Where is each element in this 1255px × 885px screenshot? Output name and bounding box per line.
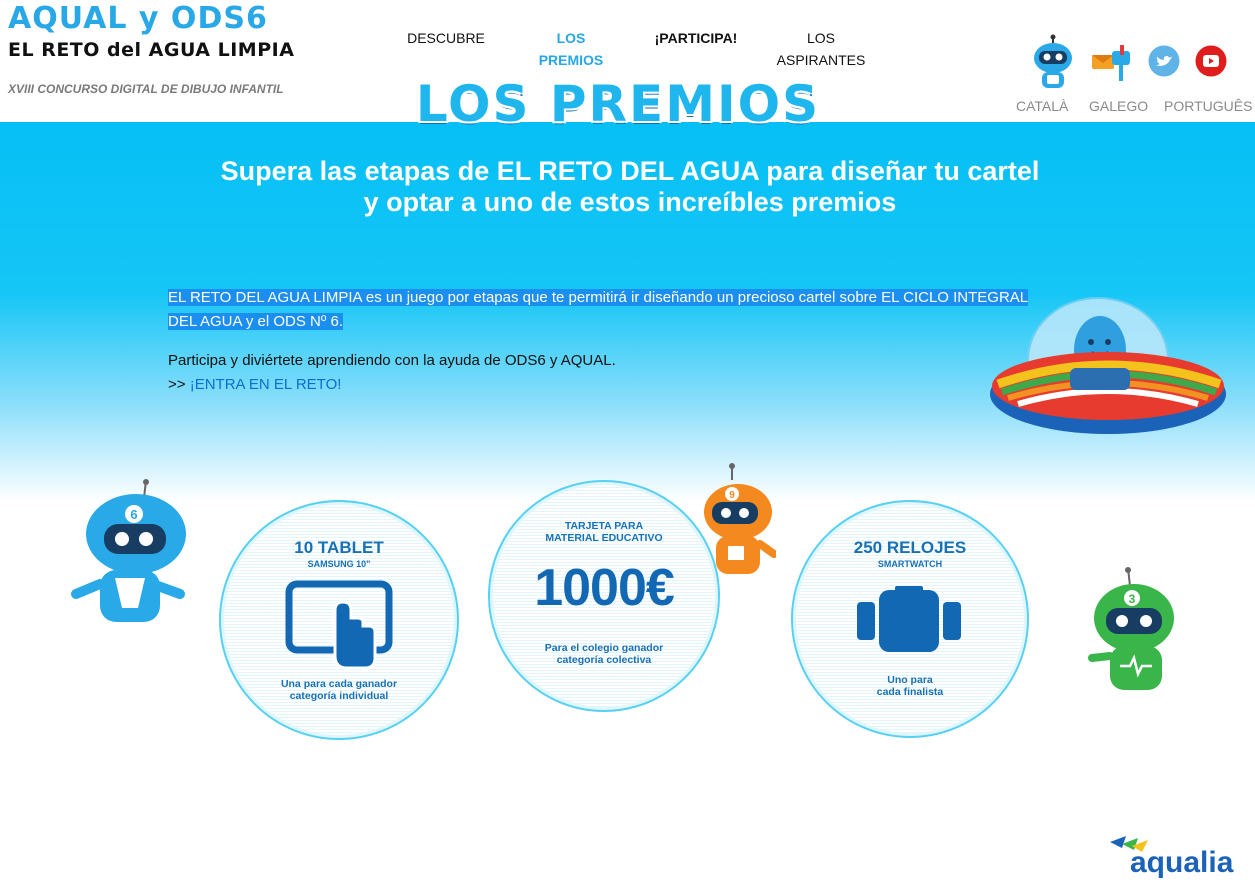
- mascot-green-robot: [1088, 566, 1184, 694]
- mascot-blue-robot: [70, 476, 186, 630]
- participate-text: Participa y diviértete aprendiendo con la ayuda de ODS6 y AQUAL.: [168, 352, 616, 369]
- enter-challenge-link[interactable]: ¡ENTRA EN EL RETO!: [189, 376, 342, 393]
- nav-descubre[interactable]: DESCUBRE: [407, 30, 485, 46]
- prize-desc-line1: Para el colegio ganador: [544, 642, 664, 654]
- lang-galego[interactable]: GALEGO: [1089, 98, 1149, 114]
- twitter-icon[interactable]: [1148, 45, 1180, 77]
- youtube-icon[interactable]: [1195, 45, 1227, 77]
- nav-participa[interactable]: ¡PARTICIPA!: [654, 30, 738, 46]
- tablet-touch-icon: [285, 580, 397, 672]
- page-title: LOS PREMIOS: [415, 75, 821, 133]
- ufo-mascot-illustration: [988, 296, 1234, 446]
- prize-desc-line1: Una para cada ganador: [280, 678, 398, 690]
- lang-portugues[interactable]: PORTUGUÊS: [1164, 98, 1253, 114]
- prize-subtitle: SMARTWATCH: [877, 559, 943, 569]
- prize-desc-line2: categoría individual: [289, 690, 389, 702]
- mailbox-icon[interactable]: [1090, 43, 1134, 83]
- mascot-badge-6: 6: [130, 507, 138, 522]
- prize-desc-line1: Uno para: [887, 674, 933, 686]
- prize-title: 250 RELOJES: [853, 538, 967, 557]
- prize-title: 10 TABLET: [294, 538, 384, 557]
- prize-voucher-card: [488, 480, 720, 712]
- intro-headline: Supera las etapas de EL RETO DEL AGUA para diseñar tu cartel y optar a uno de estos increíbles premios: [220, 156, 1040, 217]
- lang-catala[interactable]: CATALÀ: [1016, 98, 1069, 114]
- mascot-badge-3: 3: [1128, 592, 1136, 606]
- mascot-badge-9: 9: [729, 490, 735, 501]
- prize-desc-line2: categoría colectiva: [556, 654, 652, 666]
- intro-paragraph: [168, 286, 1038, 334]
- aqualia-brand[interactable]: aqualia: [1130, 846, 1234, 879]
- nav-los-premios[interactable]: LOS PREMIOS: [538, 30, 604, 68]
- prize-title-line2: MATERIAL EDUCATIVO: [545, 532, 663, 544]
- prize-smartwatch-card: [791, 500, 1029, 738]
- nav-los-aspirantes[interactable]: LOS ASPIRANTES: [776, 30, 866, 68]
- contest-tagline: XVIII CONCURSO DIGITAL DE DIBUJO INFANTIL: [8, 82, 284, 96]
- cta-line: >> ¡ENTRA EN EL RETO!: [168, 376, 342, 393]
- prize-subtitle: SAMSUNG 10": [307, 559, 371, 569]
- prize-desc-line2: cada finalista: [876, 686, 944, 698]
- robot-mascot-icon[interactable]: [1030, 34, 1076, 92]
- prize-amount: 1000€: [534, 559, 674, 617]
- prize-tablet-card: [219, 500, 459, 740]
- prize-title-line1: TARJETA PARA: [564, 520, 644, 532]
- logo-subtitle: EL RETO del AGUA LIMPIA: [8, 39, 295, 61]
- logo-title[interactable]: AQUAL y ODS6: [8, 1, 268, 36]
- smartwatch-icon: [855, 586, 965, 656]
- highlighted-text: EL RETO DEL AGUA LIMPIA es un juego por etapas que te permitirá ir diseñando un precioso cartel sobre EL CICLO INTEGRAL DEL AGUA y el ODS Nº 6.: [168, 289, 1029, 330]
